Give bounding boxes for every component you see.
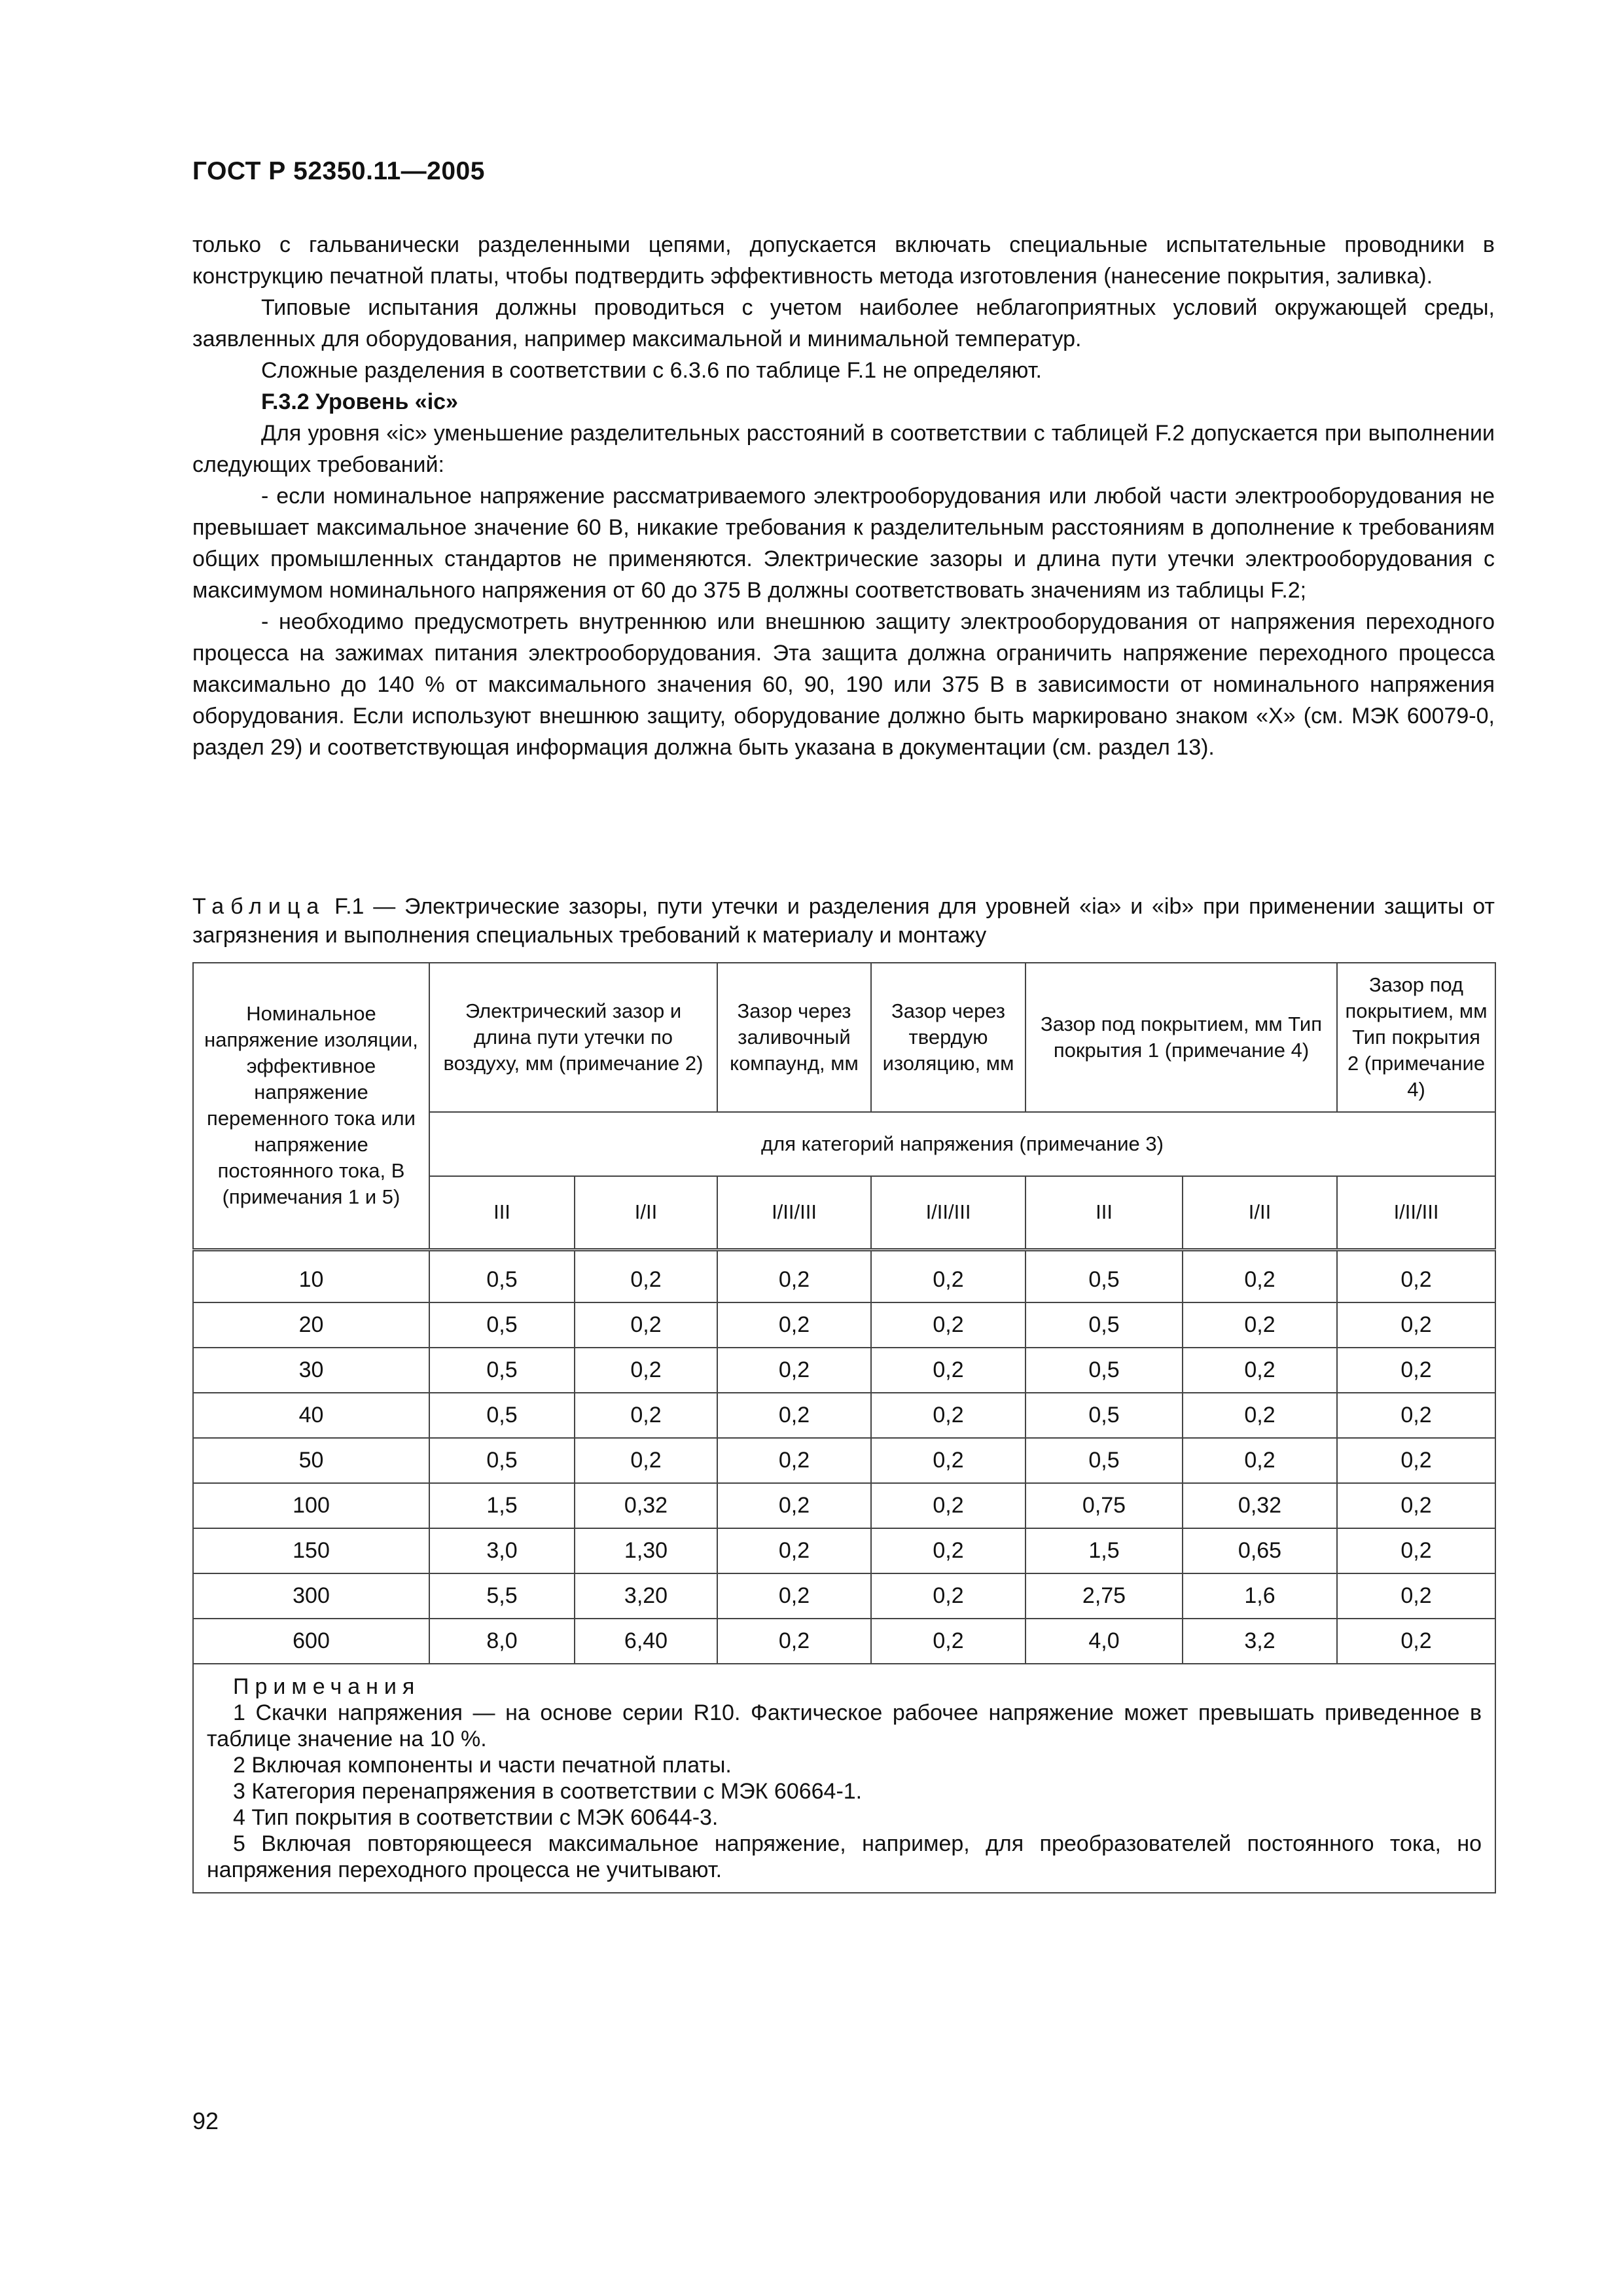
page-number: 92 bbox=[192, 2108, 219, 2134]
voltage-cell: 20 bbox=[193, 1302, 429, 1348]
table-row bbox=[193, 1483, 1495, 1528]
value-cell: 0,5 bbox=[1026, 1302, 1183, 1348]
value-cell: 4,0 bbox=[1026, 1619, 1183, 1664]
value-cell: 0,2 bbox=[575, 1249, 717, 1302]
voltage-cell: 10 bbox=[193, 1249, 429, 1302]
value-cell: 1,6 bbox=[1183, 1573, 1337, 1619]
voltage-cell: 600 bbox=[193, 1619, 429, 1664]
value-cell: 1,30 bbox=[575, 1528, 717, 1573]
value-cell: 0,2 bbox=[1183, 1249, 1337, 1302]
value-cell: 0,5 bbox=[429, 1348, 575, 1393]
table-row bbox=[193, 1348, 1495, 1393]
header-coating-type1: Зазор под покрытием, мм Тип покрытия 1 (примечание 4) bbox=[1026, 963, 1337, 1112]
header-coating-type2: Зазор под покрытием, мм Тип покрытия 2 (примечание 4) bbox=[1337, 963, 1495, 1112]
table-row bbox=[193, 1393, 1495, 1438]
value-cell: 0,2 bbox=[1337, 1619, 1495, 1664]
value-cell: 2,75 bbox=[1026, 1573, 1183, 1619]
value-cell: 6,40 bbox=[575, 1619, 717, 1664]
value-cell: 0,2 bbox=[1183, 1302, 1337, 1348]
value-cell: 3,0 bbox=[429, 1528, 575, 1573]
value-cell: 0,2 bbox=[717, 1393, 871, 1438]
value-cell: 0,2 bbox=[1337, 1249, 1495, 1302]
header-solid-insulation: Зазор через твердую изоляцию, мм bbox=[871, 963, 1026, 1112]
value-cell: 0,2 bbox=[717, 1302, 871, 1348]
value-cell: 0,5 bbox=[1026, 1249, 1183, 1302]
value-cell: 0,32 bbox=[575, 1483, 717, 1528]
voltage-cell: 150 bbox=[193, 1528, 429, 1573]
value-cell: 0,2 bbox=[575, 1348, 717, 1393]
note-item: 3 Категория перенапряжения в соответствии с МЭК 60664-1. bbox=[233, 1778, 863, 1804]
value-cell: 0,2 bbox=[717, 1348, 871, 1393]
value-cell: 0,5 bbox=[429, 1438, 575, 1483]
paragraph: Для уровня «ic» уменьшение разделительных расстояний в соответствии с таблицей F.2 допускается при выполнении следующих требований: bbox=[192, 421, 1495, 477]
note-item: 1 Скачки напряжения — на основе серии R10. Фактическое рабочее напряжение может превышать приведенное в таблице значение на 10 %. bbox=[207, 1700, 1482, 1751]
value-cell: 0,5 bbox=[429, 1302, 575, 1348]
value-cell: 0,2 bbox=[575, 1438, 717, 1483]
voltage-cell: 50 bbox=[193, 1438, 429, 1483]
header-compound: Зазор через заливочный компаунд, мм bbox=[717, 963, 871, 1112]
table-notes bbox=[193, 1664, 1495, 1893]
value-cell: 0,2 bbox=[871, 1302, 1026, 1348]
value-cell: 0,2 bbox=[575, 1393, 717, 1438]
header-voltage: Номинальное напряжение изоляции, эффективное напряжение переменного тока или напряжение постоянного тока, В (примечания 1 и 5) bbox=[193, 963, 429, 1249]
value-cell: 0,2 bbox=[1337, 1438, 1495, 1483]
value-cell: 0,5 bbox=[1026, 1393, 1183, 1438]
header-categories-label: для категорий напряжения (примечание 3) bbox=[429, 1112, 1495, 1176]
category-cell: III bbox=[1026, 1176, 1183, 1249]
value-cell: 0,5 bbox=[429, 1393, 575, 1438]
value-cell: 0,2 bbox=[717, 1249, 871, 1302]
table-row bbox=[193, 1528, 1495, 1573]
value-cell: 0,2 bbox=[1337, 1573, 1495, 1619]
value-cell: 0,2 bbox=[717, 1483, 871, 1528]
value-cell: 3,2 bbox=[1183, 1619, 1337, 1664]
value-cell: 0,2 bbox=[717, 1573, 871, 1619]
category-cell: I/II/III bbox=[871, 1176, 1026, 1249]
note-item: 5 Включая повторяющееся максимальное напряжение, например, для преобразователей постоянного тока, но напряжения переходного процесса не учитывают. bbox=[207, 1831, 1482, 1882]
table-row bbox=[193, 1619, 1495, 1664]
table-row bbox=[193, 1438, 1495, 1483]
value-cell: 0,2 bbox=[871, 1619, 1026, 1664]
value-cell: 0,2 bbox=[871, 1348, 1026, 1393]
value-cell: 0,2 bbox=[717, 1619, 871, 1664]
category-cell: I/II/III bbox=[717, 1176, 871, 1249]
value-cell: 0,5 bbox=[1026, 1348, 1183, 1393]
value-cell: 0,2 bbox=[717, 1438, 871, 1483]
table-row bbox=[193, 1573, 1495, 1619]
value-cell: 0,2 bbox=[1337, 1302, 1495, 1348]
value-cell: 0,2 bbox=[871, 1438, 1026, 1483]
value-cell: 0,2 bbox=[1337, 1483, 1495, 1528]
value-cell: 0,65 bbox=[1183, 1528, 1337, 1573]
value-cell: 0,2 bbox=[1183, 1348, 1337, 1393]
section-heading: F.3.2 Уровень «ic» bbox=[261, 389, 458, 414]
value-cell: 1,5 bbox=[1026, 1528, 1183, 1573]
value-cell: 0,75 bbox=[1026, 1483, 1183, 1528]
value-cell: 0,2 bbox=[871, 1483, 1026, 1528]
value-cell: 1,5 bbox=[429, 1483, 575, 1528]
voltage-cell: 30 bbox=[193, 1348, 429, 1393]
value-cell: 3,20 bbox=[575, 1573, 717, 1619]
value-cell: 0,2 bbox=[871, 1249, 1026, 1302]
voltage-cell: 300 bbox=[193, 1573, 429, 1619]
note-item: 4 Тип покрытия в соответствии с МЭК 60644-3. bbox=[233, 1804, 719, 1830]
value-cell: 0,2 bbox=[871, 1528, 1026, 1573]
value-cell: 0,2 bbox=[717, 1528, 871, 1573]
notes-title: Примечания bbox=[233, 1674, 421, 1699]
table-caption bbox=[192, 892, 1495, 950]
body-text bbox=[192, 229, 1495, 763]
value-cell: 0,32 bbox=[1183, 1483, 1337, 1528]
table-caption-label: Таблица bbox=[192, 894, 326, 919]
value-cell: 0,2 bbox=[1183, 1438, 1337, 1483]
value-cell: 0,2 bbox=[1183, 1393, 1337, 1438]
voltage-cell: 100 bbox=[193, 1483, 429, 1528]
list-item: - если номинальное напряжение рассматриваемого электрооборудования или любой части электрооборудования не превышает максимальное значение 60 В, никакие требования к разделительным расстояниям в дополнение к требованиям общих промышленных стандартов не применяются. Электрические зазоры и длина пути утечки электрооборудования с максимумом номинального напряжения от 60 до 375 В должны соответствовать значениям из таблицы F.2; bbox=[192, 484, 1495, 603]
header-air-clearance: Электрический зазор и длина пути утечки по воздуху, мм (примечание 2) bbox=[429, 963, 717, 1112]
value-cell: 0,2 bbox=[1337, 1528, 1495, 1573]
category-cell: I/II bbox=[1183, 1176, 1337, 1249]
value-cell: 0,2 bbox=[1337, 1393, 1495, 1438]
table-row bbox=[193, 1302, 1495, 1348]
value-cell: 0,5 bbox=[429, 1249, 575, 1302]
paragraph: Типовые испытания должны проводиться с учетом наиболее неблагоприятных условий окружающей среды, заявленных для оборудования, например максимальной и минимальной температур. bbox=[192, 295, 1495, 351]
value-cell: 0,2 bbox=[871, 1393, 1026, 1438]
note-item: 2 Включая компоненты и части печатной платы. bbox=[233, 1752, 732, 1778]
value-cell: 0,2 bbox=[575, 1302, 717, 1348]
list-item: - необходимо предусмотреть внутреннюю или внешнюю защиту электрооборудования от напряжения переходного процесса на зажимах питания электрооборудования. Эта защита должна ограничить напряжение переходного процесса максимально до 140 % от максимального значения 60, 90, 190 или 375 В в зависимости от номинального напряжения оборудования. Если используют внешнюю защиту, оборудование должно быть маркировано знаком «X» (см. МЭК 60079-0, раздел 29) и соответствующая информация должна быть указана в документации (см. раздел 13). bbox=[192, 609, 1495, 760]
paragraph: только с гальванически разделенными цепями, допускается включать специальные испытательные проводники в конструкцию печатной платы, чтобы подтвердить эффективность метода изготовления (нанесение покрытия, заливка). bbox=[192, 232, 1495, 289]
category-cell: I/II/III bbox=[1337, 1176, 1495, 1249]
voltage-cell: 40 bbox=[193, 1393, 429, 1438]
category-cell: III bbox=[429, 1176, 575, 1249]
table-caption-text: F.1 — Электрические зазоры, пути утечки и разделения для уровней «ia» и «ib» при применении защиты от загрязнения и выполнения специальных требований к материалу и монтажу bbox=[192, 894, 1495, 948]
paragraph: Сложные разделения в соответствии с 6.3.6 по таблице F.1 не определяют. bbox=[261, 358, 1042, 383]
value-cell: 5,5 bbox=[429, 1573, 575, 1619]
document-header: ГОСТ Р 52350.11—2005 bbox=[192, 157, 485, 185]
clearance-table bbox=[192, 962, 1496, 1893]
table-row bbox=[193, 1249, 1495, 1302]
value-cell: 0,5 bbox=[1026, 1438, 1183, 1483]
value-cell: 0,2 bbox=[1337, 1348, 1495, 1393]
value-cell: 8,0 bbox=[429, 1619, 575, 1664]
value-cell: 0,2 bbox=[871, 1573, 1026, 1619]
category-cell: I/II bbox=[575, 1176, 717, 1249]
